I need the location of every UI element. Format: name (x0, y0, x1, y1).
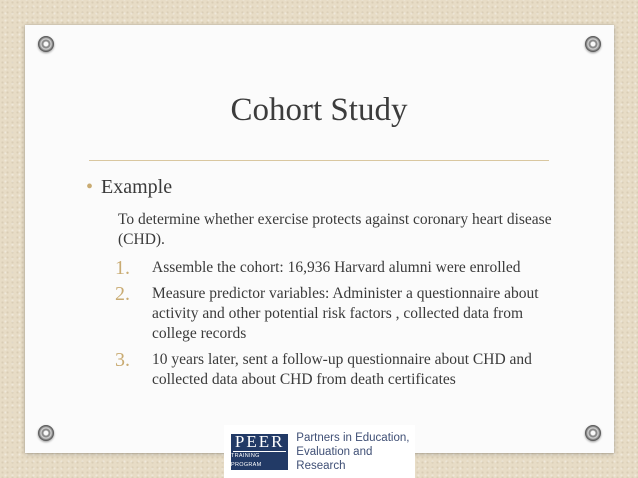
list-item (115, 284, 565, 344)
title-divider (89, 160, 549, 161)
bullet-item (86, 175, 172, 199)
step-number: 3. (115, 349, 130, 371)
intro-text: To determine whether exercise protects against coronary heart disease (CHD). (118, 211, 552, 248)
logo-text (296, 431, 415, 473)
step-number: 2. (115, 283, 130, 305)
thumbtack-icon (38, 36, 54, 52)
logo-mark (231, 434, 288, 470)
logo-mark-text: PEER (234, 432, 285, 451)
steps-list (115, 258, 565, 396)
logo-line-1: Partners in Education, (296, 431, 410, 444)
list-item (115, 350, 565, 390)
step-text: 10 years later, sent a follow-up questionnaire about CHD and collected data about CHD from death certificates (152, 351, 532, 388)
step-text: Measure predictor variables: Administer a questionnaire about activity and other potential risk factors , collected data from college records (152, 285, 539, 342)
step-text: Assemble the cohort: 16,936 Harvard alumni were enrolled (152, 259, 521, 276)
thumbtack-icon (585, 425, 601, 441)
bullet-label: Example (101, 176, 173, 198)
bullet-icon: • (86, 176, 94, 198)
peer-logo (224, 425, 415, 478)
logo-line-2: Evaluation and Research (296, 445, 373, 472)
logo-mark-subtext: TRAINING PROGRAM (231, 453, 262, 468)
slide-title: Cohort Study (230, 92, 408, 128)
thumbtack-icon (585, 36, 601, 52)
list-item (115, 258, 565, 278)
thumbtack-icon (38, 425, 54, 441)
step-number: 1. (115, 257, 130, 279)
